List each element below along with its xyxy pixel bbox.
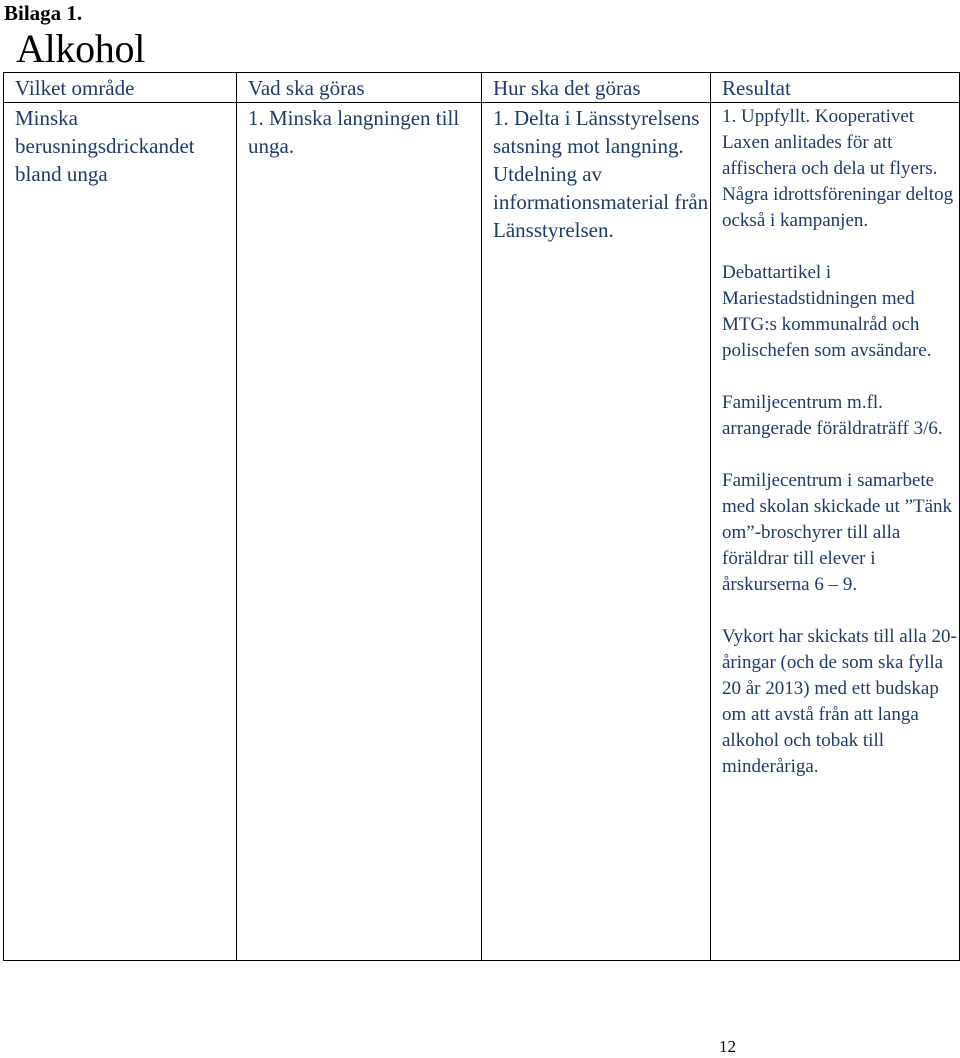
result-paragraph: 1. Uppfyllt. Kooperativet Laxen anlitades för att affischera och dela ut flyers. Några idrottsföreningar deltog också i kampanjen.: [722, 106, 954, 231]
cell-result: [711, 103, 960, 961]
result-paragraph: Debattartikel i Mariestadstidningen med MTG:s kommunalråd och polischefen som avsändare.: [722, 262, 932, 361]
page-title: Alkohol: [16, 26, 146, 71]
cell-area: Minska berusningsdrickandet bland unga: [4, 103, 237, 961]
cell-what: 1. Minska langningen till unga.: [237, 103, 482, 961]
column-header-result: Resultat: [711, 73, 960, 103]
result-paragraph: Vykort har skickats till alla 20-åringar (och de som ska fylla 20 år 2013) med ett budskap om att avstå från att langa alkohol och tobak till minderåriga.: [722, 626, 957, 777]
attachment-label: Bilaga 1.: [4, 1, 83, 25]
result-paragraph: Familjecentrum m.fl. arrangerade föräldraträff 3/6.: [722, 392, 943, 439]
result-paragraph: Familjecentrum i samarbete med skolan skickade ut ”Tänk om”-broschyrer till alla föräldrar till elever i årskurserna 6 – 9.: [722, 470, 953, 595]
column-header-area: Vilket område: [4, 73, 237, 103]
column-header-what: Vad ska göras: [237, 73, 482, 103]
page-number: 12: [719, 1037, 736, 1056]
action-plan-table: [3, 72, 960, 961]
column-header-how: Hur ska det göras: [482, 73, 711, 103]
table-header-row: [4, 73, 960, 103]
cell-how: 1. Delta i Länsstyrelsens satsning mot langning. Utdelning av informationsmaterial från Länsstyrelsen.: [482, 103, 711, 961]
table-row: [4, 103, 960, 961]
